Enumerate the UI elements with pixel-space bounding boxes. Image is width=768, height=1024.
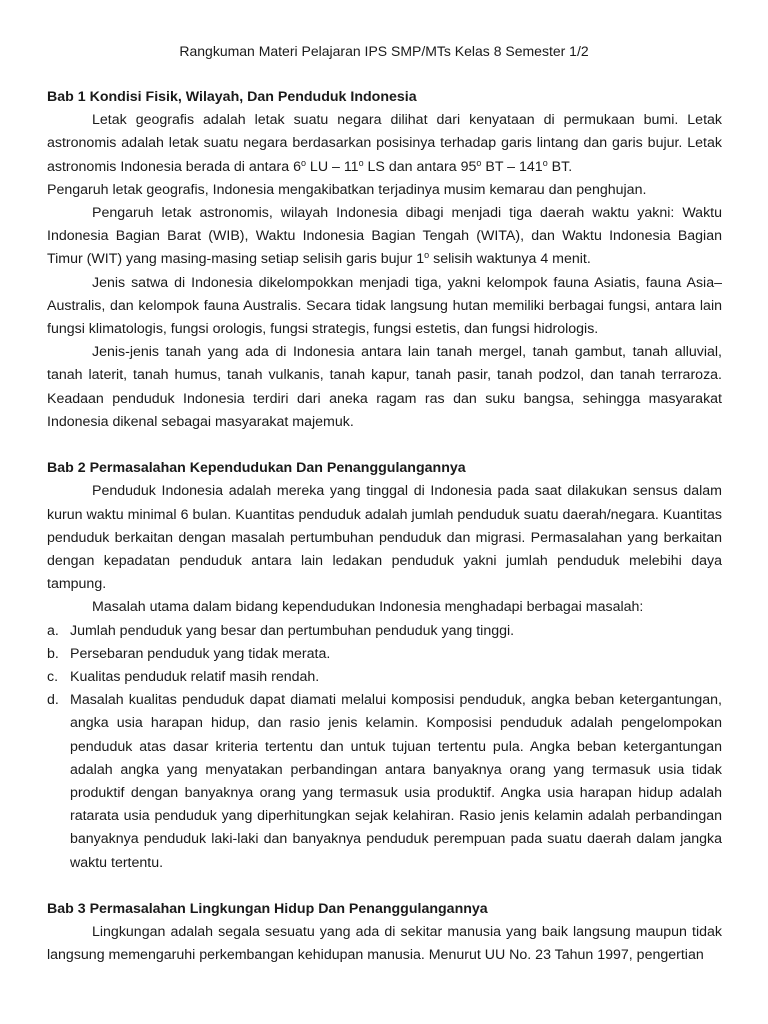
paragraph-text: BT – 141 <box>481 158 543 175</box>
degree-sign: o <box>424 250 430 261</box>
section-bab-3 <box>47 898 722 968</box>
list-item <box>47 689 722 875</box>
section-heading: Bab 3 Permasalahan Lingkungan Hidup Dan Penanggulangannya <box>47 901 488 918</box>
list-marker: c. <box>47 669 59 686</box>
paragraph: Jenis-jenis tanah yang ada di Indonesia antara lain tanah mergel, tanah gambut, tanah alluvial, tanah laterit, tanah humus, tanah vulkanis, tanah kapur, tanah pasir, tanah podzol, dan tanah terraroza. Keadaan penduduk Indonesia terdiri dari aneka ragam ras dan suku bangsa, sehingga masyarakat Indonesia dikenal sebagai masyarakat majemuk. <box>47 344 722 430</box>
list-item-text: Kualitas penduduk relatif masih rendah. <box>70 669 320 686</box>
degree-sign: o <box>358 157 364 168</box>
paragraph: Lingkungan adalah segala sesuatu yang ada di sekitar manusia yang baik langsung maupun tidak langsung memengaruhi perkembangan kehidupan manusia. Menurut UU No. 23 Tahun 1997, pengertian <box>47 924 722 964</box>
paragraph: Penduduk Indonesia adalah mereka yang tinggal di Indonesia pada saat dilakukan sensus dalam kurun waktu minimal 6 bulan. Kuantitas penduduk adalah jumlah penduduk suatu daerah/negara. Kuantitas penduduk berkaitan dengan masalah pertumbuhan penduduk dan migrasi. Permasalahan yang berkaitan dengan kepadatan penduduk antara lain ledakan penduduk yakni jumlah penduduk melebihi daya tampung. <box>47 483 722 593</box>
section-bab-1 <box>47 86 722 434</box>
section-heading: Bab 1 Kondisi Fisik, Wilayah, Dan Penduduk Indonesia <box>47 89 417 105</box>
paragraph-text: Letak geografis adalah letak suatu negara dilihat dari kenyataan di permukaan bumi. Letak astronomis adalah letak suatu negara berdasarkan posisinya terhadap garis lintang dan garis bujur. Letak astronomis Indonesia berada di antara <box>47 112 722 175</box>
paragraph-text: Pengaruh letak astronomis, wilayah Indonesia dibagi menjadi tiga daerah waktu yakni: Waktu Indonesia Bagian Barat (WIB), Waktu Indonesia Bagian Tengah (WITA), dan Waktu Indonesia Bagian Timur (WIT) yang masing-masing setiap selisih garis bujur 1 <box>47 205 722 268</box>
document-body <box>47 86 722 968</box>
list-item <box>47 666 722 689</box>
paragraph-text: LU – 11 <box>305 158 359 175</box>
problem-list <box>47 620 722 875</box>
paragraph: Jenis satwa di Indonesia dikelompokkan menjadi tiga, yakni kelompok fauna Asiatis, fauna Asia–Australis, dan kelompok fauna Australis. Secara tidak langsung hutan memiliki berbagai fungsi, antara lain fungsi klimatologis, fungsi orologis, fungsi strategis, fungsi estetis, dan fungsi hidrologis. <box>47 274 722 338</box>
paragraph-text: BT. <box>547 158 573 175</box>
list-item <box>47 643 722 666</box>
number-text: 6 <box>293 158 301 175</box>
section-bab-2 <box>47 457 722 875</box>
paragraph <box>47 202 722 272</box>
list-item-text: Masalah kualitas penduduk dapat diamati melalui komposisi penduduk, angka beban ketergantungan, angka usia harapan hidup, dan rasio jenis kelamin. Komposisi penduduk adalah pengelompokan penduduk atas dasar kriteria tertentu dan untuk tujuan tertentu pula. Angka beban ketergantungan adalah angka yang menyatakan perbandingan antara banyaknya orang yang termasuk usia tidak produktif dengan banyaknya orang yang termasuk usia produktif. Angka usia harapan hidup adalah ratarata usia penduduk yang diperhitungkan sejak kelahiran. Rasio jenis kelamin adalah perbandingan banyaknya penduduk laki-laki dan banyaknya penduduk perempuan pada suatu daerah dalam jangka waktu tertentu. <box>70 692 722 871</box>
list-item <box>47 620 722 643</box>
section-spacer <box>47 434 722 457</box>
degree-sign: o <box>300 157 306 168</box>
section-spacer <box>47 875 722 898</box>
degree-sign: o <box>476 157 482 168</box>
page-header: Rangkuman Materi Pelajaran IPS SMP/MTs Kelas 8 Semester 1/2 <box>179 43 589 59</box>
list-marker: b. <box>47 645 59 662</box>
degree-sign: o <box>542 157 548 168</box>
list-marker: a. <box>47 622 59 639</box>
paragraph-text: selisih waktunya 4 menit. <box>429 251 591 268</box>
list-marker: d. <box>47 692 59 709</box>
paragraph <box>47 109 722 179</box>
paragraph: Masalah utama dalam bidang kependudukan Indonesia menghadapi berbagai masalah: <box>92 599 644 616</box>
list-item-text: Persebaran penduduk yang tidak merata. <box>70 645 331 662</box>
paragraph-text: LS dan antara 95 <box>363 158 477 175</box>
section-heading: Bab 2 Permasalahan Kependudukan Dan Penanggulangannya <box>47 460 466 477</box>
paragraph: Pengaruh letak geografis, Indonesia mengakibatkan terjadinya musim kemarau dan penghujan. <box>47 181 647 198</box>
list-item-text: Jumlah penduduk yang besar dan pertumbuhan penduduk yang tinggi. <box>70 622 515 639</box>
